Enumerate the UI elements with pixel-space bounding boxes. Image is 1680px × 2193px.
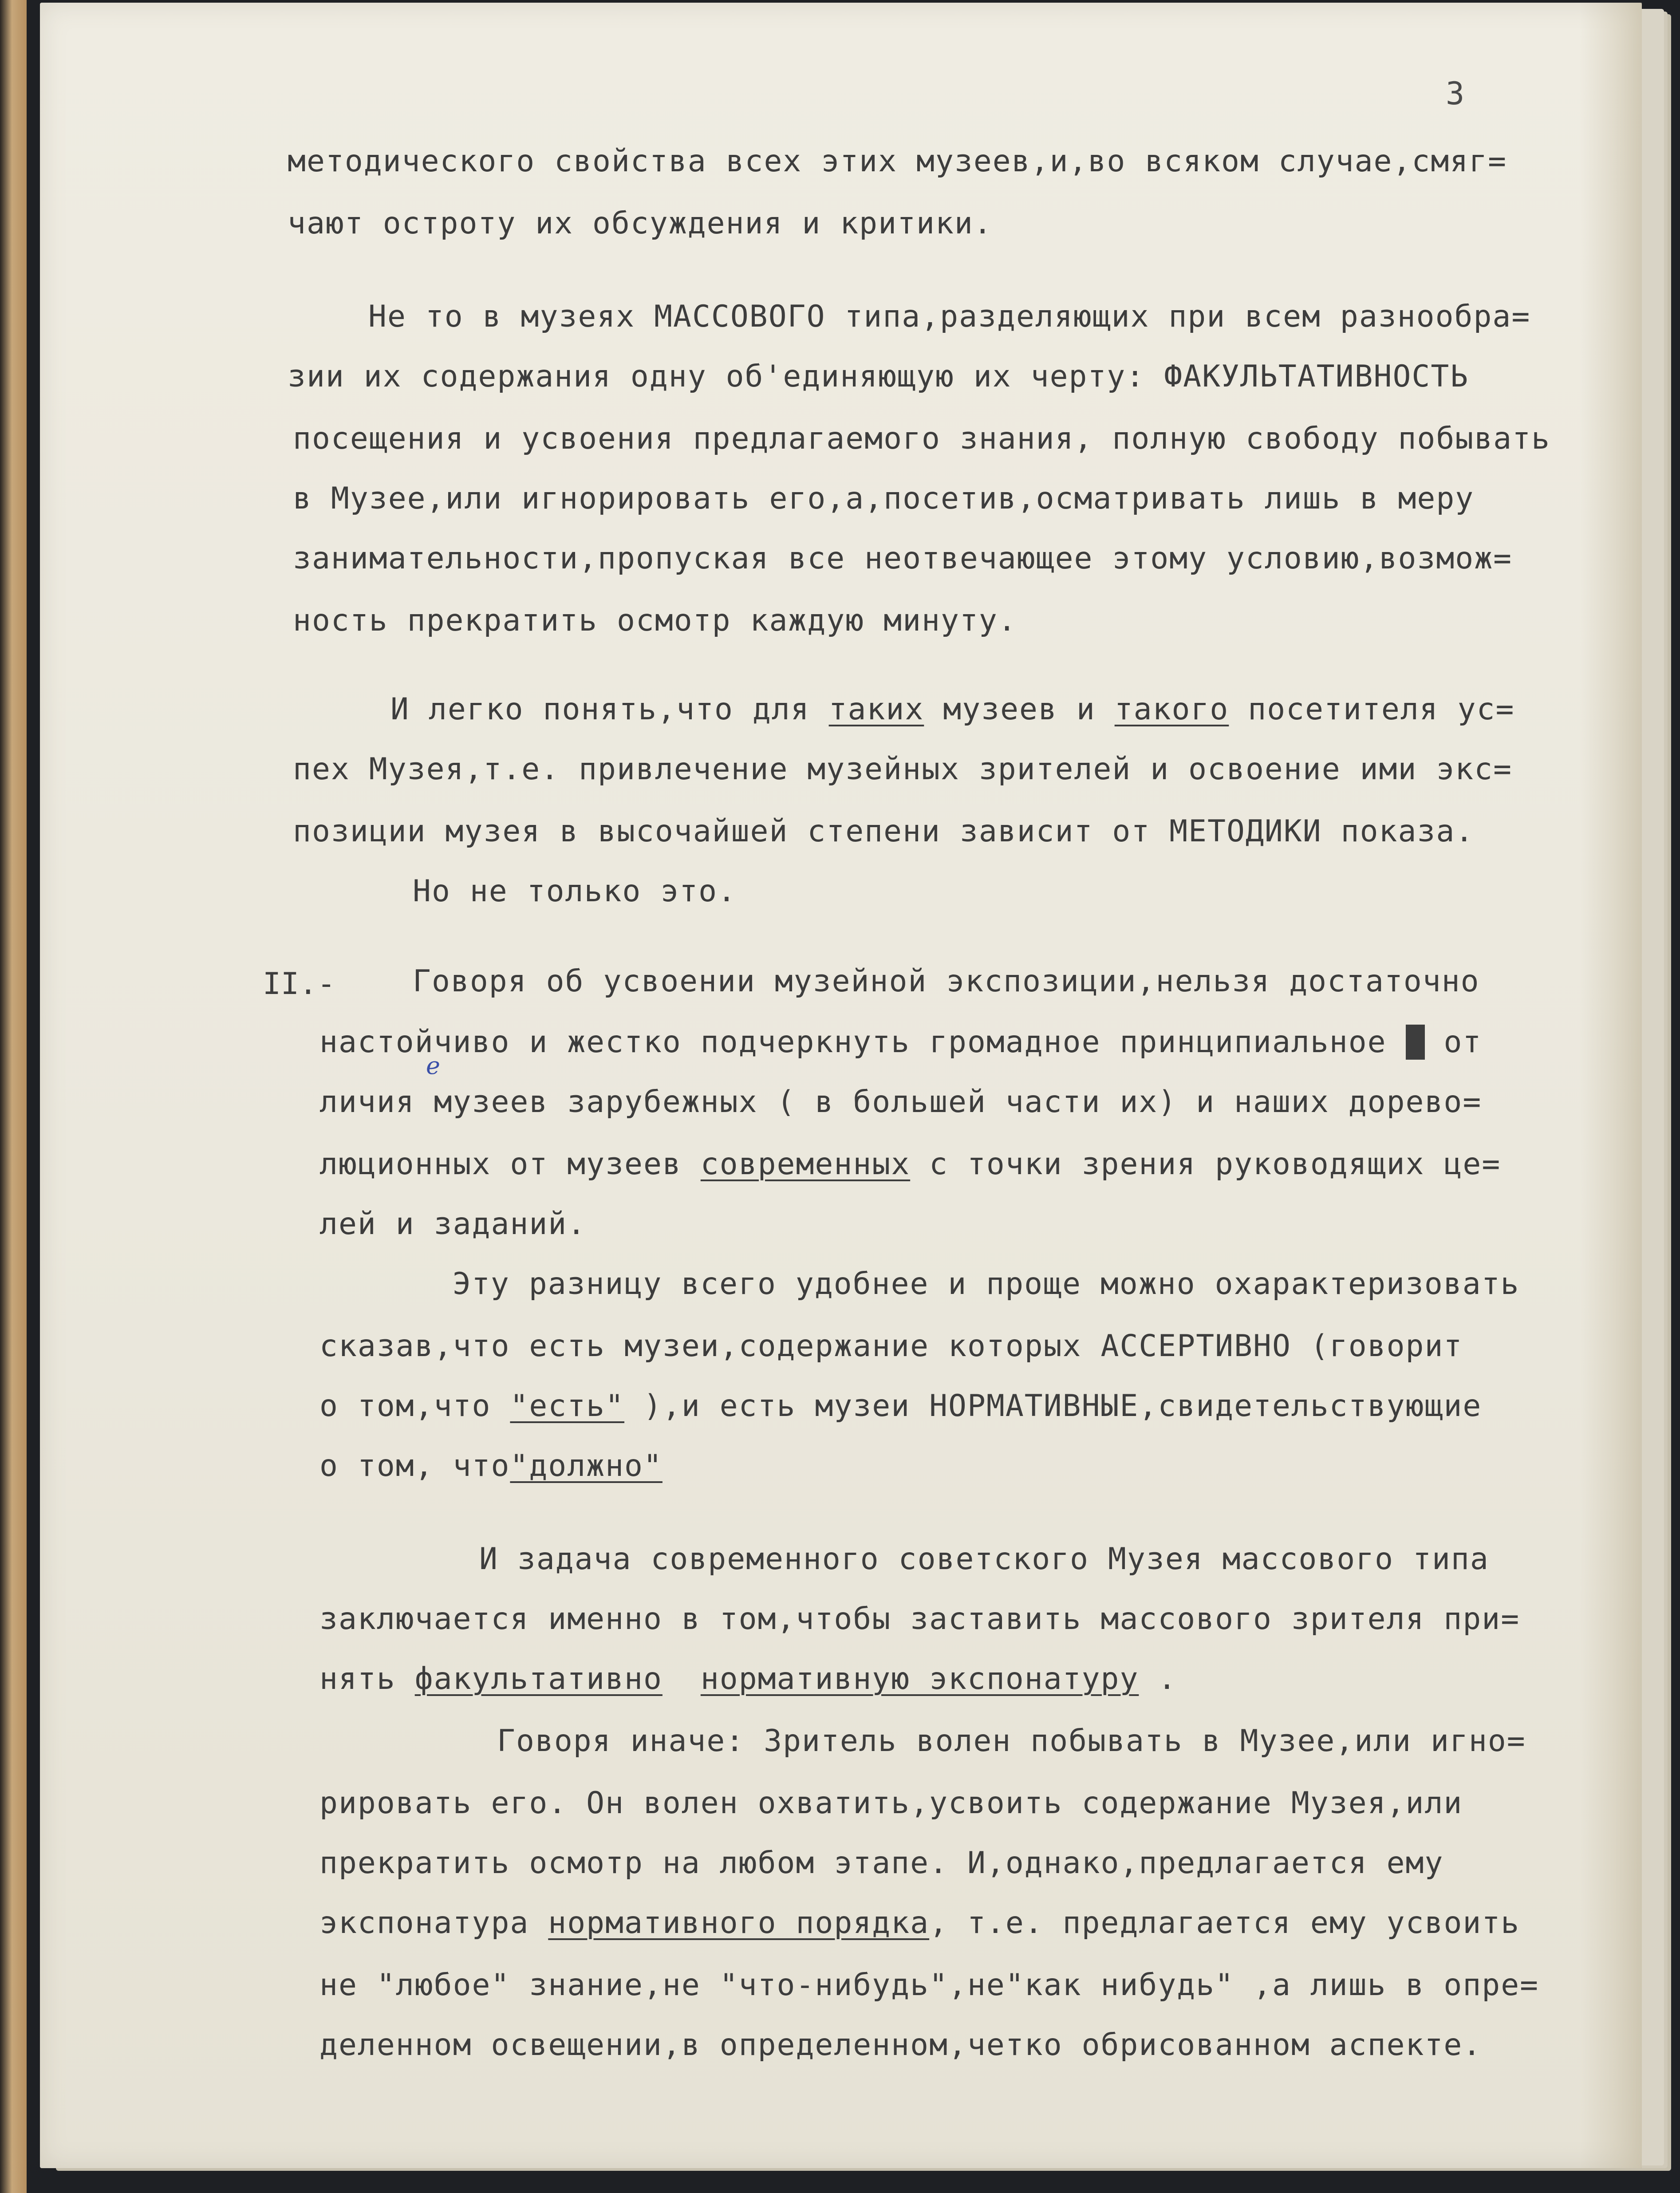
text-line: посещения и усвоения предлагаемого знания, полную свободу побывать [293, 421, 1551, 456]
text-line: личия музеев зарубежных ( в большей части их) и наших дорево= [319, 1085, 1482, 1120]
text-line: методического свойства всех этих музеев,и,во всяком случае,смяг= [288, 144, 1507, 179]
underlined-word: "должно" [510, 1448, 663, 1483]
text-line: позиции музея в высочайшей степени зависит от МЕТОДИКИ показа. [293, 814, 1475, 849]
text-line: чают остроту их обсуждения и критики. [288, 206, 993, 241]
text-line: нять факультативно нормативную экспонатуру . [319, 1661, 1177, 1696]
text-line: о том,что "есть" ),и есть музеи НОРМАТИВНЫЕ,свидетельствующие [319, 1388, 1482, 1424]
text-line: пех Музея,т.е. привлечение музейных зрителей и освоение ими экс= [293, 752, 1513, 787]
text-line: Говоря иначе: Зритель волен побывать в Музее,или игно= [497, 1724, 1526, 1759]
text-line: в Музее,или игнорировать его,а,посетив,осматривать лишь в меру [293, 481, 1475, 516]
book-binding [0, 0, 27, 2193]
page-edge-stain [1580, 3, 1642, 2168]
text-line: И задача современного советского Музея массового типа [479, 1542, 1489, 1577]
text-line: ность прекратить осмотр каждую минуту. [293, 603, 1017, 638]
underlined-word: факультативно [414, 1661, 663, 1696]
text-line: не "любое" знание,не "что-нибудь",не"как нибудь" ,а лишь в опре= [319, 1968, 1539, 2003]
underlined-word: "есть" [510, 1388, 625, 1424]
text-line: о том, что"должно" [319, 1448, 663, 1483]
underlined-word: нормативного порядка [548, 1905, 930, 1941]
text-line: Говоря об усвоении музейной экспозиции,нельзя достаточно [413, 964, 1480, 999]
text-line: лей и заданий. [319, 1207, 587, 1242]
text-line: Не то в музеях МАССОВОГО типа,разделяющих при всем разнообра= [368, 299, 1531, 334]
text-line: люционных от музеев современных с точки зрения руководящих це= [319, 1147, 1501, 1182]
text-line: прекратить осмотр на любом этапе. И,однако,предлагается ему [319, 1846, 1444, 1881]
underlined-word: современных [700, 1147, 911, 1182]
text-line: деленном освещении,в определенном,четко обрисованном аспекте. [319, 2027, 1482, 2063]
text-line: настойчиво и жестко подчеркнуть громадное принципиальное ш от [319, 1025, 1482, 1060]
text-line: заключается именно в том,чтобы заставить массового зрителя при= [319, 1601, 1520, 1637]
text-line: Эту разницу всего удобнее и проще можно охарактеризовать [453, 1266, 1520, 1302]
text-line: зии их содержания одну об'единяющую их черту: ФАКУЛЬТАТИВНОСТЬ [288, 359, 1469, 394]
text-line: И легко понять,что для таких музеев и такого посетителя ус= [390, 692, 1515, 727]
text-line: экспонатура нормативного порядка, т.е. предлагается ему усвоить [319, 1905, 1520, 1941]
text-line: рировать его. Он волен охватить,усвоить содержание Музея,или [319, 1786, 1463, 1821]
underlined-word: таких [828, 692, 924, 727]
struck-out-text: ш [1405, 1025, 1425, 1060]
text-line: сказав,что есть музеи,содержание которых АССЕРТИВНО (говорит [319, 1329, 1463, 1364]
underlined-word: нормативную экспонатуру [700, 1661, 1139, 1696]
handwritten-correction: е [426, 1052, 440, 1080]
text-line: занимательности,пропуская все неотвечающее этому условию,возмож= [293, 541, 1513, 576]
section-number: II.- [263, 966, 335, 1002]
page-number: 3 [1446, 75, 1465, 112]
text-line: Но не только это. [413, 874, 737, 909]
underlined-word: такого [1114, 692, 1229, 727]
